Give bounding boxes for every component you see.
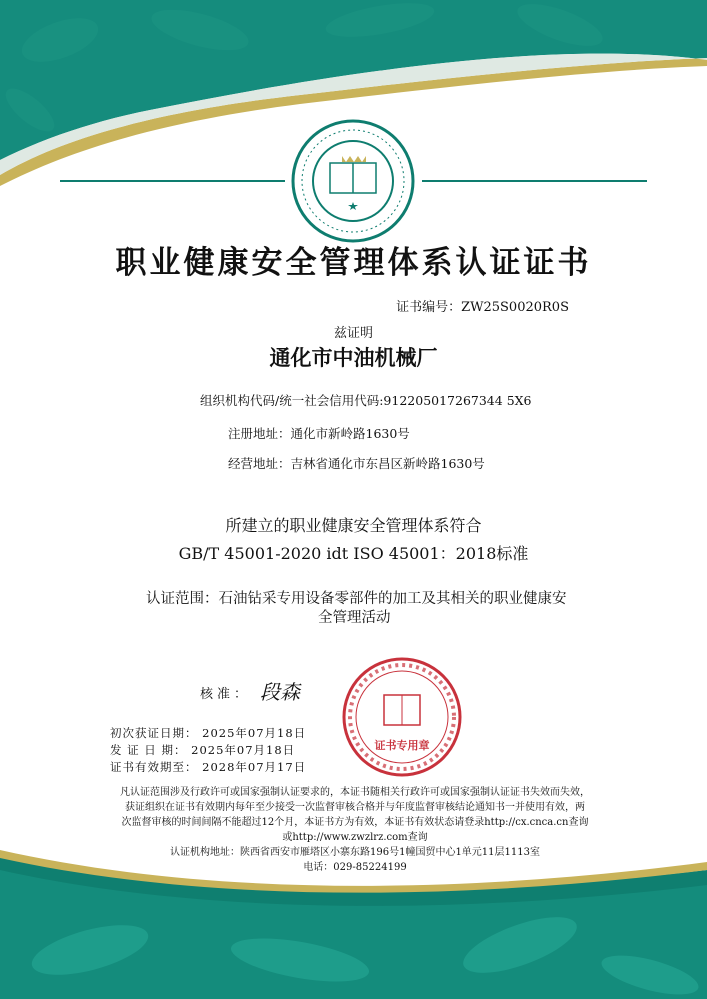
standard-statement: 所建立的职业健康安全管理体系符合 <box>225 516 482 535</box>
standard-code: GB/T 45001-2020 idt ISO 45001：2018标准 <box>178 544 529 563</box>
approve-label: 核准： <box>200 687 252 702</box>
official-red-stamp <box>340 655 464 779</box>
approver-signature: 段森 <box>260 680 300 704</box>
footer-line-3: 次监督审核的时间间隔不能超过12个月，本证书方为有效，本证书有效状态请登录http://cx.cnca.cn查询 <box>121 817 589 828</box>
registered-address: 注册地址：通化市新岭路1630号 <box>228 426 410 441</box>
accreditation-seal-logo <box>290 118 416 244</box>
footer-notes <box>100 785 610 875</box>
issue-date: 发 证 日 期： 2025年07月18日 <box>110 743 296 757</box>
scope-line-1: 认证范围：石油钻采专用设备零部件的加工及其相关的职业健康安 <box>146 591 567 607</box>
company-name: 通化市中油机械厂 <box>269 345 438 370</box>
certification-scope <box>146 590 586 628</box>
first-issue-date: 初次获证日期： 2025年07月18日 <box>110 726 307 740</box>
certificate-number: 证书编号：ZW25S0020R0S <box>396 300 569 315</box>
footer-line-4: 或http://www.zwzlrz.com查询 <box>282 832 428 843</box>
certificate-title: 职业健康安全管理体系认证证书 <box>115 245 592 281</box>
certify-label: 兹证明 <box>333 326 373 341</box>
stamp-center-text: 证书专用章 <box>374 739 430 752</box>
operating-address: 经营地址：吉林省通化市东昌区新岭路1630号 <box>228 456 485 471</box>
footer-line-1: 凡认证范围涉及行政许可或国家强制认证要求的，本证书随相关行政许可或国家强制认证证书失效而失效， <box>120 787 590 798</box>
org-code: 组织机构代码/统一社会信用代码:912205017267344 5X6 <box>200 393 532 408</box>
footer-line-2: 获证组织在证书有效期内每年至少接受一次监督审核合格并与年度监督审核结论通知书一并使用有效，两 <box>125 802 585 813</box>
expiry-date: 证书有效期至： 2028年07月17日 <box>110 760 307 774</box>
footer-address: 认证机构地址：陕西省西安市雁塔区小寨东路196号1幢国贸中心1单元11层1113室 <box>170 847 540 858</box>
footer-phone: 电话：029-85224199 <box>303 862 407 873</box>
scope-line-2: 全管理活动 <box>318 610 391 626</box>
